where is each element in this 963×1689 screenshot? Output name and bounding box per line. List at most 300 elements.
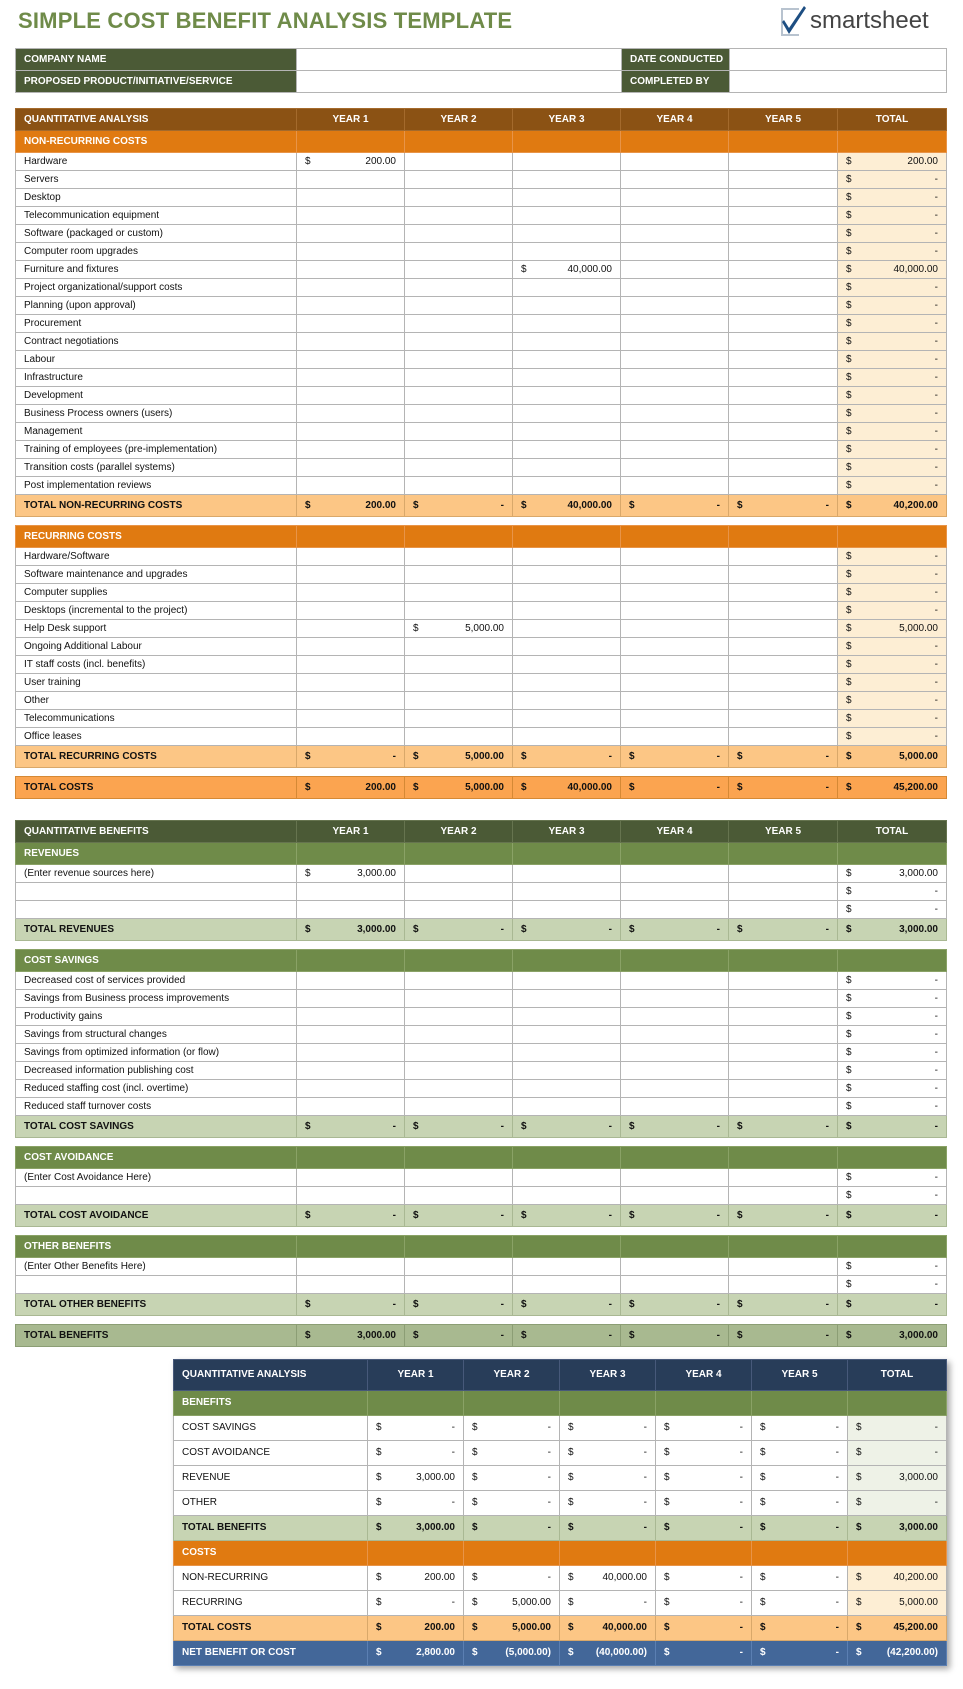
value-cell[interactable] <box>297 566 405 584</box>
value-cell[interactable] <box>513 1169 621 1187</box>
value-cell[interactable] <box>405 692 513 710</box>
value-cell[interactable] <box>405 656 513 674</box>
value-cell[interactable] <box>752 1441 848 1466</box>
value-cell[interactable] <box>729 1169 838 1187</box>
value-cell[interactable] <box>297 1258 405 1276</box>
value-cell[interactable] <box>838 369 947 387</box>
value-cell[interactable] <box>464 1566 560 1591</box>
value-cell[interactable] <box>838 387 947 405</box>
value-cell[interactable] <box>297 990 405 1008</box>
row-label[interactable]: Other <box>16 692 297 710</box>
value-cell[interactable] <box>752 1641 848 1666</box>
value-cell[interactable] <box>752 1566 848 1591</box>
value-cell[interactable] <box>405 333 513 351</box>
value-cell[interactable] <box>729 1325 838 1347</box>
value-cell[interactable] <box>405 777 513 799</box>
value-cell[interactable] <box>838 728 947 746</box>
row-label[interactable]: Training of employees (pre-implementation) <box>16 441 297 459</box>
value-cell[interactable] <box>729 423 838 441</box>
value-cell[interactable] <box>621 279 729 297</box>
value-cell[interactable] <box>729 1294 838 1316</box>
value-cell[interactable] <box>838 171 947 189</box>
value-cell[interactable] <box>656 1566 752 1591</box>
value-cell[interactable] <box>621 728 729 746</box>
value-cell[interactable] <box>405 1325 513 1347</box>
value-cell[interactable] <box>729 1116 838 1138</box>
value-cell[interactable] <box>297 1062 405 1080</box>
value-cell[interactable] <box>513 972 621 990</box>
value-cell[interactable] <box>368 1516 464 1541</box>
value-cell[interactable] <box>729 883 838 901</box>
value-cell[interactable] <box>621 990 729 1008</box>
value-cell[interactable] <box>560 1516 656 1541</box>
value-cell[interactable] <box>729 901 838 919</box>
value-cell[interactable] <box>621 387 729 405</box>
value-cell[interactable] <box>513 548 621 566</box>
value-cell[interactable] <box>621 1116 729 1138</box>
value-cell[interactable] <box>656 1441 752 1466</box>
value-cell[interactable] <box>405 1169 513 1187</box>
value-cell[interactable] <box>297 1169 405 1187</box>
value-cell[interactable] <box>729 1080 838 1098</box>
value-cell[interactable] <box>297 584 405 602</box>
value-cell[interactable] <box>621 1080 729 1098</box>
value-cell[interactable] <box>297 1008 405 1026</box>
value-cell[interactable] <box>513 638 621 656</box>
row-label[interactable]: Software (packaged or custom) <box>16 225 297 243</box>
value-cell[interactable] <box>656 1591 752 1616</box>
row-label[interactable]: Labour <box>16 351 297 369</box>
value-cell[interactable] <box>838 1062 947 1080</box>
value-cell[interactable] <box>729 171 838 189</box>
value-cell[interactable] <box>838 919 947 941</box>
value-cell[interactable] <box>729 638 838 656</box>
value-cell[interactable] <box>838 972 947 990</box>
value-cell[interactable] <box>368 1416 464 1441</box>
value-cell[interactable] <box>513 423 621 441</box>
value-cell[interactable] <box>297 153 405 171</box>
value-cell[interactable] <box>368 1591 464 1616</box>
value-cell[interactable] <box>838 207 947 225</box>
value-cell[interactable] <box>729 369 838 387</box>
value-cell[interactable] <box>513 865 621 883</box>
completed-by-field[interactable] <box>730 71 947 93</box>
value-cell[interactable] <box>621 297 729 315</box>
row-label[interactable]: Decreased information publishing cost <box>16 1062 297 1080</box>
value-cell[interactable] <box>297 423 405 441</box>
value-cell[interactable] <box>297 656 405 674</box>
row-label[interactable]: COST SAVINGS <box>174 1416 368 1441</box>
row-label[interactable]: Hardware <box>16 153 297 171</box>
value-cell[interactable] <box>838 1258 947 1276</box>
value-cell[interactable] <box>838 990 947 1008</box>
value-cell[interactable] <box>513 620 621 638</box>
value-cell[interactable] <box>729 477 838 495</box>
value-cell[interactable] <box>838 1008 947 1026</box>
value-cell[interactable] <box>513 333 621 351</box>
value-cell[interactable] <box>848 1416 947 1441</box>
row-label[interactable]: Savings from Business process improvements <box>16 990 297 1008</box>
value-cell[interactable] <box>621 883 729 901</box>
value-cell[interactable] <box>513 1294 621 1316</box>
value-cell[interactable] <box>297 387 405 405</box>
value-cell[interactable] <box>729 1187 838 1205</box>
value-cell[interactable] <box>368 1641 464 1666</box>
value-cell[interactable] <box>405 865 513 883</box>
value-cell[interactable] <box>405 1062 513 1080</box>
value-cell[interactable] <box>621 1276 729 1294</box>
value-cell[interactable] <box>405 207 513 225</box>
value-cell[interactable] <box>297 1187 405 1205</box>
value-cell[interactable] <box>621 1187 729 1205</box>
value-cell[interactable] <box>513 1044 621 1062</box>
value-cell[interactable] <box>729 548 838 566</box>
value-cell[interactable] <box>838 1116 947 1138</box>
value-cell[interactable] <box>560 1491 656 1516</box>
value-cell[interactable] <box>729 746 838 768</box>
value-cell[interactable] <box>513 315 621 333</box>
value-cell[interactable] <box>464 1416 560 1441</box>
value-cell[interactable] <box>838 1276 947 1294</box>
value-cell[interactable] <box>513 728 621 746</box>
row-label[interactable]: Reduced staff turnover costs <box>16 1098 297 1116</box>
value-cell[interactable] <box>405 728 513 746</box>
value-cell[interactable] <box>405 441 513 459</box>
value-cell[interactable] <box>838 279 947 297</box>
row-label[interactable]: (Enter revenue sources here) <box>16 865 297 883</box>
value-cell[interactable] <box>405 548 513 566</box>
row-label[interactable] <box>16 901 297 919</box>
value-cell[interactable] <box>560 1566 656 1591</box>
value-cell[interactable] <box>297 189 405 207</box>
value-cell[interactable] <box>513 405 621 423</box>
row-label[interactable]: Contract negotiations <box>16 333 297 351</box>
value-cell[interactable] <box>729 351 838 369</box>
value-cell[interactable] <box>838 674 947 692</box>
value-cell[interactable] <box>297 865 405 883</box>
value-cell[interactable] <box>656 1466 752 1491</box>
value-cell[interactable] <box>729 710 838 728</box>
value-cell[interactable] <box>297 495 405 517</box>
value-cell[interactable] <box>405 584 513 602</box>
value-cell[interactable] <box>297 1080 405 1098</box>
value-cell[interactable] <box>621 901 729 919</box>
value-cell[interactable] <box>621 1258 729 1276</box>
value-cell[interactable] <box>297 1044 405 1062</box>
value-cell[interactable] <box>838 405 947 423</box>
value-cell[interactable] <box>729 459 838 477</box>
value-cell[interactable] <box>297 548 405 566</box>
value-cell[interactable] <box>405 243 513 261</box>
value-cell[interactable] <box>838 620 947 638</box>
value-cell[interactable] <box>621 1026 729 1044</box>
value-cell[interactable] <box>297 728 405 746</box>
value-cell[interactable] <box>513 351 621 369</box>
value-cell[interactable] <box>729 972 838 990</box>
value-cell[interactable] <box>297 315 405 333</box>
value-cell[interactable] <box>297 692 405 710</box>
value-cell[interactable] <box>621 1294 729 1316</box>
value-cell[interactable] <box>297 777 405 799</box>
value-cell[interactable] <box>560 1416 656 1441</box>
value-cell[interactable] <box>297 1205 405 1227</box>
value-cell[interactable] <box>621 495 729 517</box>
value-cell[interactable] <box>405 315 513 333</box>
row-label[interactable]: REVENUE <box>174 1466 368 1491</box>
value-cell[interactable] <box>838 883 947 901</box>
value-cell[interactable] <box>656 1491 752 1516</box>
value-cell[interactable] <box>621 548 729 566</box>
value-cell[interactable] <box>513 710 621 728</box>
value-cell[interactable] <box>513 1116 621 1138</box>
row-label[interactable]: Help Desk support <box>16 620 297 638</box>
value-cell[interactable] <box>405 387 513 405</box>
value-cell[interactable] <box>838 777 947 799</box>
value-cell[interactable] <box>848 1641 947 1666</box>
value-cell[interactable] <box>560 1616 656 1641</box>
value-cell[interactable] <box>838 1294 947 1316</box>
value-cell[interactable] <box>729 387 838 405</box>
value-cell[interactable] <box>656 1641 752 1666</box>
value-cell[interactable] <box>405 1044 513 1062</box>
row-label[interactable]: IT staff costs (incl. benefits) <box>16 656 297 674</box>
value-cell[interactable] <box>838 297 947 315</box>
value-cell[interactable] <box>405 189 513 207</box>
value-cell[interactable] <box>513 746 621 768</box>
value-cell[interactable] <box>513 225 621 243</box>
value-cell[interactable] <box>405 423 513 441</box>
date-conducted-field[interactable] <box>730 49 947 71</box>
value-cell[interactable] <box>405 638 513 656</box>
value-cell[interactable] <box>752 1466 848 1491</box>
value-cell[interactable] <box>368 1466 464 1491</box>
value-cell[interactable] <box>405 495 513 517</box>
value-cell[interactable] <box>513 441 621 459</box>
value-cell[interactable] <box>297 883 405 901</box>
value-cell[interactable] <box>848 1591 947 1616</box>
value-cell[interactable] <box>464 1641 560 1666</box>
value-cell[interactable] <box>513 1258 621 1276</box>
value-cell[interactable] <box>513 1276 621 1294</box>
value-cell[interactable] <box>368 1616 464 1641</box>
value-cell[interactable] <box>621 315 729 333</box>
value-cell[interactable] <box>297 459 405 477</box>
value-cell[interactable] <box>621 351 729 369</box>
value-cell[interactable] <box>621 777 729 799</box>
value-cell[interactable] <box>405 1294 513 1316</box>
value-cell[interactable] <box>729 674 838 692</box>
value-cell[interactable] <box>560 1466 656 1491</box>
value-cell[interactable] <box>297 1098 405 1116</box>
value-cell[interactable] <box>838 495 947 517</box>
value-cell[interactable] <box>621 710 729 728</box>
value-cell[interactable] <box>368 1441 464 1466</box>
value-cell[interactable] <box>848 1466 947 1491</box>
value-cell[interactable] <box>405 883 513 901</box>
row-label[interactable]: (Enter Other Benefits Here) <box>16 1258 297 1276</box>
value-cell[interactable] <box>729 865 838 883</box>
value-cell[interactable] <box>405 602 513 620</box>
value-cell[interactable] <box>464 1466 560 1491</box>
value-cell[interactable] <box>405 1276 513 1294</box>
value-cell[interactable] <box>464 1516 560 1541</box>
value-cell[interactable] <box>621 369 729 387</box>
value-cell[interactable] <box>838 901 947 919</box>
value-cell[interactable] <box>621 674 729 692</box>
value-cell[interactable] <box>838 153 947 171</box>
value-cell[interactable] <box>513 584 621 602</box>
row-label[interactable]: Furniture and fixtures <box>16 261 297 279</box>
row-label[interactable] <box>16 1187 297 1205</box>
value-cell[interactable] <box>838 548 947 566</box>
value-cell[interactable] <box>513 369 621 387</box>
value-cell[interactable] <box>405 279 513 297</box>
value-cell[interactable] <box>621 865 729 883</box>
value-cell[interactable] <box>621 746 729 768</box>
value-cell[interactable] <box>513 1325 621 1347</box>
value-cell[interactable] <box>838 189 947 207</box>
value-cell[interactable] <box>729 1205 838 1227</box>
value-cell[interactable] <box>513 1187 621 1205</box>
value-cell[interactable] <box>405 405 513 423</box>
value-cell[interactable] <box>513 674 621 692</box>
value-cell[interactable] <box>513 919 621 941</box>
value-cell[interactable] <box>405 1258 513 1276</box>
value-cell[interactable] <box>405 1116 513 1138</box>
value-cell[interactable] <box>729 1098 838 1116</box>
row-label[interactable]: Project organizational/support costs <box>16 279 297 297</box>
proposed-field[interactable] <box>297 71 622 93</box>
value-cell[interactable] <box>513 459 621 477</box>
value-cell[interactable] <box>729 777 838 799</box>
value-cell[interactable] <box>621 656 729 674</box>
value-cell[interactable] <box>621 620 729 638</box>
value-cell[interactable] <box>838 225 947 243</box>
value-cell[interactable] <box>729 1044 838 1062</box>
value-cell[interactable] <box>621 1205 729 1227</box>
value-cell[interactable] <box>621 207 729 225</box>
value-cell[interactable] <box>752 1516 848 1541</box>
value-cell[interactable] <box>513 602 621 620</box>
value-cell[interactable] <box>513 1080 621 1098</box>
value-cell[interactable] <box>838 710 947 728</box>
value-cell[interactable] <box>729 602 838 620</box>
value-cell[interactable] <box>405 746 513 768</box>
value-cell[interactable] <box>513 990 621 1008</box>
value-cell[interactable] <box>297 602 405 620</box>
value-cell[interactable] <box>729 441 838 459</box>
value-cell[interactable] <box>621 1325 729 1347</box>
value-cell[interactable] <box>297 477 405 495</box>
value-cell[interactable] <box>405 369 513 387</box>
value-cell[interactable] <box>464 1591 560 1616</box>
row-label[interactable]: Management <box>16 423 297 441</box>
value-cell[interactable] <box>297 243 405 261</box>
value-cell[interactable] <box>752 1416 848 1441</box>
value-cell[interactable] <box>297 919 405 941</box>
value-cell[interactable] <box>729 990 838 1008</box>
value-cell[interactable] <box>621 692 729 710</box>
value-cell[interactable] <box>729 1276 838 1294</box>
value-cell[interactable] <box>560 1441 656 1466</box>
value-cell[interactable] <box>838 1169 947 1187</box>
value-cell[interactable] <box>464 1491 560 1516</box>
value-cell[interactable] <box>838 351 947 369</box>
row-label[interactable]: Telecommunication equipment <box>16 207 297 225</box>
value-cell[interactable] <box>838 602 947 620</box>
row-label[interactable]: Hardware/Software <box>16 548 297 566</box>
row-label[interactable]: Ongoing Additional Labour <box>16 638 297 656</box>
value-cell[interactable] <box>513 297 621 315</box>
row-label[interactable]: Decreased cost of services provided <box>16 972 297 990</box>
row-label[interactable]: Servers <box>16 171 297 189</box>
value-cell[interactable] <box>560 1641 656 1666</box>
value-cell[interactable] <box>368 1491 464 1516</box>
value-cell[interactable] <box>405 1205 513 1227</box>
value-cell[interactable] <box>848 1491 947 1516</box>
value-cell[interactable] <box>621 972 729 990</box>
value-cell[interactable] <box>729 189 838 207</box>
value-cell[interactable] <box>729 315 838 333</box>
value-cell[interactable] <box>838 441 947 459</box>
value-cell[interactable] <box>405 674 513 692</box>
value-cell[interactable] <box>621 405 729 423</box>
row-label[interactable]: Post implementation reviews <box>16 477 297 495</box>
value-cell[interactable] <box>297 405 405 423</box>
value-cell[interactable] <box>838 1044 947 1062</box>
value-cell[interactable] <box>405 225 513 243</box>
row-label[interactable]: Savings from optimized information (or flow) <box>16 1044 297 1062</box>
value-cell[interactable] <box>405 261 513 279</box>
value-cell[interactable] <box>848 1566 947 1591</box>
value-cell[interactable] <box>729 1258 838 1276</box>
value-cell[interactable] <box>513 566 621 584</box>
value-cell[interactable] <box>513 171 621 189</box>
value-cell[interactable] <box>838 1026 947 1044</box>
row-label[interactable] <box>16 883 297 901</box>
value-cell[interactable] <box>729 297 838 315</box>
value-cell[interactable] <box>405 710 513 728</box>
value-cell[interactable] <box>729 584 838 602</box>
value-cell[interactable] <box>729 243 838 261</box>
row-label[interactable]: Computer supplies <box>16 584 297 602</box>
value-cell[interactable] <box>621 441 729 459</box>
value-cell[interactable] <box>368 1566 464 1591</box>
value-cell[interactable] <box>729 919 838 941</box>
value-cell[interactable] <box>513 477 621 495</box>
value-cell[interactable] <box>621 477 729 495</box>
value-cell[interactable] <box>405 297 513 315</box>
value-cell[interactable] <box>848 1441 947 1466</box>
value-cell[interactable] <box>621 171 729 189</box>
value-cell[interactable] <box>729 1062 838 1080</box>
value-cell[interactable] <box>838 1080 947 1098</box>
value-cell[interactable] <box>297 261 405 279</box>
value-cell[interactable] <box>621 243 729 261</box>
value-cell[interactable] <box>297 710 405 728</box>
value-cell[interactable] <box>729 405 838 423</box>
value-cell[interactable] <box>405 171 513 189</box>
value-cell[interactable] <box>838 243 947 261</box>
value-cell[interactable] <box>405 919 513 941</box>
company-name-field[interactable] <box>297 49 622 71</box>
value-cell[interactable] <box>838 584 947 602</box>
value-cell[interactable] <box>848 1616 947 1641</box>
value-cell[interactable] <box>621 566 729 584</box>
value-cell[interactable] <box>513 1205 621 1227</box>
value-cell[interactable] <box>297 746 405 768</box>
row-label[interactable]: NON-RECURRING <box>174 1566 368 1591</box>
